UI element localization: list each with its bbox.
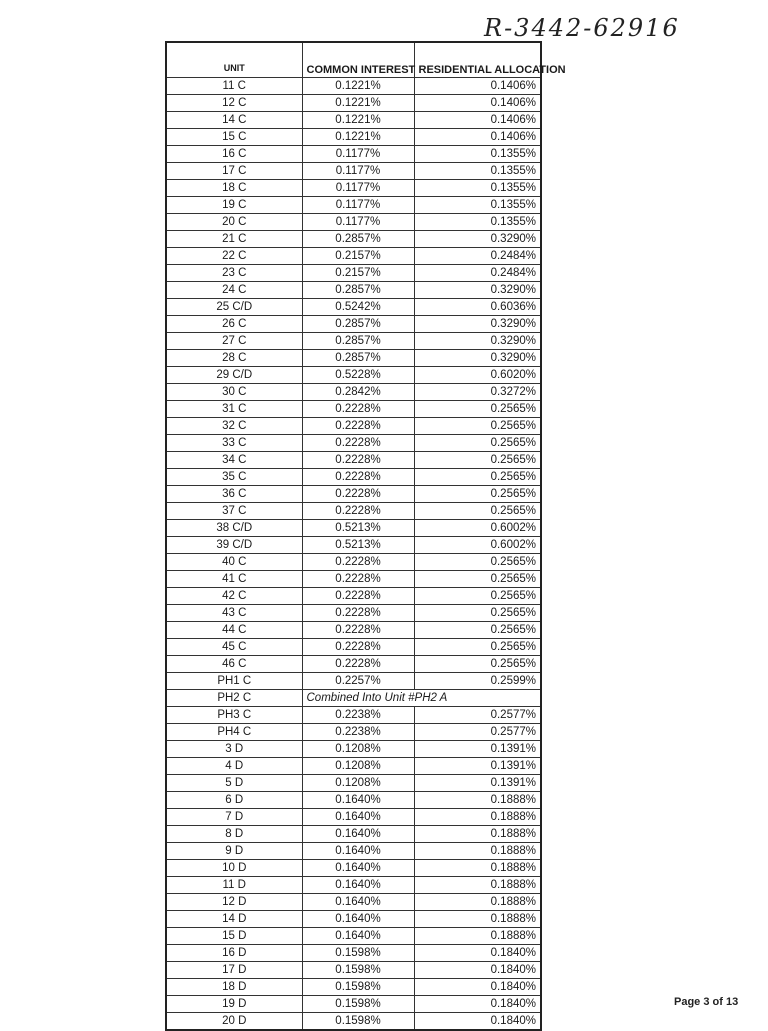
residential-allocation-cell: 0.2565%	[414, 401, 541, 418]
unit-cell: 27 C	[166, 333, 302, 350]
table-row	[166, 996, 541, 1013]
common-interest-cell: 0.1640%	[302, 792, 414, 809]
table-row	[166, 911, 541, 928]
table-row	[166, 197, 541, 214]
table-row	[166, 894, 541, 911]
residential-allocation-cell: 0.6002%	[414, 537, 541, 554]
table-row	[166, 163, 541, 180]
table-row	[166, 979, 541, 996]
unit-cell: 16 C	[166, 146, 302, 163]
residential-allocation-cell: 0.2565%	[414, 486, 541, 503]
unit-cell: 16 D	[166, 945, 302, 962]
table-row	[166, 95, 541, 112]
residential-allocation-cell: 0.1840%	[414, 1013, 541, 1031]
common-interest-cell: 0.1640%	[302, 860, 414, 877]
common-interest-cell: 0.2228%	[302, 435, 414, 452]
unit-cell: 46 C	[166, 656, 302, 673]
unit-cell: 26 C	[166, 316, 302, 333]
unit-cell: 18 C	[166, 180, 302, 197]
common-interest-cell: 0.2228%	[302, 622, 414, 639]
common-interest-cell: 0.2157%	[302, 265, 414, 282]
unit-cell: 22 C	[166, 248, 302, 265]
unit-cell: 11 D	[166, 877, 302, 894]
common-interest-cell: 0.2257%	[302, 673, 414, 690]
residential-allocation-cell: 0.1406%	[414, 95, 541, 112]
residential-allocation-cell: 0.2565%	[414, 469, 541, 486]
unit-cell: 41 C	[166, 571, 302, 588]
unit-cell: 18 D	[166, 979, 302, 996]
unit-cell: 33 C	[166, 435, 302, 452]
common-interest-cell: 0.1640%	[302, 911, 414, 928]
table-row	[166, 78, 541, 95]
unit-cell: 34 C	[166, 452, 302, 469]
table-row	[166, 554, 541, 571]
unit-cell: 5 D	[166, 775, 302, 792]
table-row	[166, 588, 541, 605]
residential-allocation-cell: 0.1840%	[414, 979, 541, 996]
residential-allocation-cell: 0.2565%	[414, 588, 541, 605]
unit-cell: 45 C	[166, 639, 302, 656]
residential-allocation-cell: 0.2565%	[414, 571, 541, 588]
common-interest-cell: 0.2228%	[302, 605, 414, 622]
table-row	[166, 1013, 541, 1031]
table-row	[166, 333, 541, 350]
unit-cell: 38 C/D	[166, 520, 302, 537]
unit-cell: 29 C/D	[166, 367, 302, 384]
table-row	[166, 231, 541, 248]
table-row	[166, 826, 541, 843]
table-row	[166, 299, 541, 316]
common-interest-cell: 0.1598%	[302, 962, 414, 979]
unit-cell: 42 C	[166, 588, 302, 605]
residential-allocation-cell: 0.1355%	[414, 197, 541, 214]
common-interest-cell: 0.1640%	[302, 877, 414, 894]
residential-allocation-cell: 0.2565%	[414, 503, 541, 520]
table-row	[166, 214, 541, 231]
table-row	[166, 758, 541, 775]
common-interest-cell: 0.2228%	[302, 588, 414, 605]
unit-cell: 15 C	[166, 129, 302, 146]
table-row	[166, 809, 541, 826]
residential-allocation-cell: 0.3272%	[414, 384, 541, 401]
residential-allocation-cell: 0.1406%	[414, 78, 541, 95]
residential-allocation-cell: 0.1391%	[414, 758, 541, 775]
residential-allocation-cell: 0.1355%	[414, 214, 541, 231]
common-interest-cell: 0.1221%	[302, 95, 414, 112]
residential-allocation-cell: 0.1888%	[414, 894, 541, 911]
table-row	[166, 673, 541, 690]
unit-cell: 17 C	[166, 163, 302, 180]
common-interest-cell: 0.5242%	[302, 299, 414, 316]
residential-allocation-cell: 0.6036%	[414, 299, 541, 316]
note-cell: Combined Into Unit #PH2 A	[302, 690, 541, 707]
common-interest-cell: 0.1640%	[302, 826, 414, 843]
residential-allocation-cell: 0.3290%	[414, 231, 541, 248]
common-interest-cell: 0.1208%	[302, 741, 414, 758]
unit-cell: 15 D	[166, 928, 302, 945]
common-interest-cell: 0.5213%	[302, 520, 414, 537]
table-row	[166, 112, 541, 129]
unit-cell: 8 D	[166, 826, 302, 843]
residential-allocation-cell: 0.1840%	[414, 962, 541, 979]
table-row	[166, 605, 541, 622]
table-row	[166, 928, 541, 945]
residential-allocation-cell: 0.2565%	[414, 435, 541, 452]
table-row	[166, 350, 541, 367]
table-row	[166, 639, 541, 656]
residential-allocation-cell: 0.1406%	[414, 129, 541, 146]
common-interest-cell: 0.1640%	[302, 809, 414, 826]
table-row	[166, 962, 541, 979]
residential-allocation-cell: 0.2599%	[414, 673, 541, 690]
unit-cell: 37 C	[166, 503, 302, 520]
common-interest-cell: 0.2857%	[302, 350, 414, 367]
unit-cell: 20 C	[166, 214, 302, 231]
common-interest-cell: 0.2157%	[302, 248, 414, 265]
unit-cell: 12 D	[166, 894, 302, 911]
unit-cell: 10 D	[166, 860, 302, 877]
residential-allocation-cell: 0.1888%	[414, 809, 541, 826]
common-interest-cell: 0.2228%	[302, 503, 414, 520]
table-row	[166, 418, 541, 435]
unit-cell: 39 C/D	[166, 537, 302, 554]
common-interest-cell: 0.1177%	[302, 163, 414, 180]
residential-allocation-cell: 0.2565%	[414, 656, 541, 673]
unit-cell: 25 C/D	[166, 299, 302, 316]
common-interest-cell: 0.2238%	[302, 707, 414, 724]
common-interest-cell: 0.1221%	[302, 112, 414, 129]
common-interest-cell: 0.1640%	[302, 928, 414, 945]
unit-cell: 14 C	[166, 112, 302, 129]
table-row	[166, 537, 541, 554]
column-header-common-interest: COMMON INTEREST	[302, 42, 414, 78]
table-row	[166, 248, 541, 265]
common-interest-cell: 0.2228%	[302, 639, 414, 656]
table-row	[166, 469, 541, 486]
residential-allocation-cell: 0.2565%	[414, 622, 541, 639]
unit-cell: 20 D	[166, 1013, 302, 1031]
unit-cell: 12 C	[166, 95, 302, 112]
common-interest-cell: 0.2228%	[302, 401, 414, 418]
table-row	[166, 724, 541, 741]
common-interest-cell: 0.1598%	[302, 945, 414, 962]
table-row	[166, 622, 541, 639]
unit-cell: 17 D	[166, 962, 302, 979]
unit-cell: 11 C	[166, 78, 302, 95]
residential-allocation-cell: 0.6002%	[414, 520, 541, 537]
unit-cell: 9 D	[166, 843, 302, 860]
unit-cell: 3 D	[166, 741, 302, 758]
table-row	[166, 401, 541, 418]
unit-cell: PH3 C	[166, 707, 302, 724]
residential-allocation-cell: 0.1355%	[414, 180, 541, 197]
table-row	[166, 265, 541, 282]
residential-allocation-cell: 0.1355%	[414, 146, 541, 163]
table-row	[166, 316, 541, 333]
residential-allocation-cell: 0.1840%	[414, 945, 541, 962]
residential-allocation-cell: 0.2565%	[414, 452, 541, 469]
common-interest-cell: 0.2228%	[302, 554, 414, 571]
residential-allocation-cell: 0.3290%	[414, 282, 541, 299]
unit-cell: 19 C	[166, 197, 302, 214]
residential-allocation-cell: 0.2565%	[414, 418, 541, 435]
common-interest-cell: 0.1177%	[302, 146, 414, 163]
table-row	[166, 792, 541, 809]
unit-cell: 28 C	[166, 350, 302, 367]
residential-allocation-cell: 0.2565%	[414, 605, 541, 622]
table-row	[166, 486, 541, 503]
unit-cell: 44 C	[166, 622, 302, 639]
table-row	[166, 690, 541, 707]
table-row	[166, 945, 541, 962]
table-row	[166, 503, 541, 520]
table-row	[166, 707, 541, 724]
common-interest-cell: 0.1640%	[302, 894, 414, 911]
common-interest-cell: 0.2842%	[302, 384, 414, 401]
table-row	[166, 656, 541, 673]
unit-cell: 7 D	[166, 809, 302, 826]
table-row	[166, 741, 541, 758]
common-interest-cell: 0.1221%	[302, 129, 414, 146]
residential-allocation-cell: 0.1355%	[414, 163, 541, 180]
table-row	[166, 435, 541, 452]
table-row	[166, 860, 541, 877]
common-interest-cell: 0.1177%	[302, 214, 414, 231]
common-interest-cell: 0.2228%	[302, 571, 414, 588]
unit-cell: 4 D	[166, 758, 302, 775]
table-body	[166, 78, 541, 1031]
common-interest-cell: 0.2228%	[302, 452, 414, 469]
common-interest-cell: 0.2857%	[302, 231, 414, 248]
table-row	[166, 775, 541, 792]
unit-cell: 23 C	[166, 265, 302, 282]
unit-cell: 43 C	[166, 605, 302, 622]
common-interest-cell: 0.5228%	[302, 367, 414, 384]
column-header-unit: UNIT	[166, 42, 302, 78]
common-interest-cell: 0.2228%	[302, 418, 414, 435]
table-row	[166, 877, 541, 894]
table-header-row	[166, 42, 541, 78]
table-row	[166, 180, 541, 197]
table-row	[166, 843, 541, 860]
residential-allocation-cell: 0.1888%	[414, 826, 541, 843]
residential-allocation-cell: 0.1888%	[414, 877, 541, 894]
common-interest-cell: 0.1598%	[302, 979, 414, 996]
residential-allocation-cell: 0.2577%	[414, 724, 541, 741]
residential-allocation-cell: 0.2565%	[414, 639, 541, 656]
common-interest-cell: 0.2857%	[302, 333, 414, 350]
common-interest-cell: 0.1208%	[302, 758, 414, 775]
table-row	[166, 146, 541, 163]
residential-allocation-cell: 0.3290%	[414, 316, 541, 333]
residential-allocation-cell: 0.1888%	[414, 911, 541, 928]
common-interest-cell: 0.5213%	[302, 537, 414, 554]
page-number: Page 3 of 13	[674, 996, 739, 1008]
residential-allocation-cell: 0.3290%	[414, 350, 541, 367]
table-row	[166, 129, 541, 146]
residential-allocation-cell: 0.1888%	[414, 860, 541, 877]
common-interest-cell: 0.2238%	[302, 724, 414, 741]
common-interest-cell: 0.2228%	[302, 486, 414, 503]
residential-allocation-cell: 0.1888%	[414, 792, 541, 809]
unit-cell: 6 D	[166, 792, 302, 809]
common-interest-cell: 0.1177%	[302, 197, 414, 214]
common-interest-cell: 0.1221%	[302, 78, 414, 95]
common-interest-cell: 0.1177%	[302, 180, 414, 197]
unit-cell: 32 C	[166, 418, 302, 435]
unit-cell: 21 C	[166, 231, 302, 248]
common-interest-cell: 0.2857%	[302, 282, 414, 299]
table-row	[166, 384, 541, 401]
unit-cell: PH2 C	[166, 690, 302, 707]
common-interest-cell: 0.1598%	[302, 996, 414, 1013]
common-interest-cell: 0.2857%	[302, 316, 414, 333]
residential-allocation-cell: 0.1888%	[414, 843, 541, 860]
unit-cell: PH4 C	[166, 724, 302, 741]
unit-cell: 24 C	[166, 282, 302, 299]
residential-allocation-cell: 0.1840%	[414, 996, 541, 1013]
residential-allocation-cell: 0.6020%	[414, 367, 541, 384]
unit-cell: PH1 C	[166, 673, 302, 690]
residential-allocation-cell: 0.1406%	[414, 112, 541, 129]
unit-cell: 40 C	[166, 554, 302, 571]
common-interest-cell: 0.2228%	[302, 469, 414, 486]
handwritten-reference-number: R-3442-62916	[484, 14, 680, 42]
unit-cell: 14 D	[166, 911, 302, 928]
residential-allocation-cell: 0.2565%	[414, 554, 541, 571]
table-row	[166, 367, 541, 384]
column-header-residential-allocation: RESIDENTIAL ALLOCATION	[414, 42, 541, 78]
unit-cell: 19 D	[166, 996, 302, 1013]
residential-allocation-cell: 0.2484%	[414, 265, 541, 282]
common-interest-cell: 0.1598%	[302, 1013, 414, 1031]
residential-allocation-cell: 0.1888%	[414, 928, 541, 945]
table-row	[166, 452, 541, 469]
residential-allocation-cell: 0.2577%	[414, 707, 541, 724]
table-row	[166, 282, 541, 299]
allocation-table	[165, 41, 566, 1031]
common-interest-cell: 0.1640%	[302, 843, 414, 860]
common-interest-cell: 0.1208%	[302, 775, 414, 792]
residential-allocation-cell: 0.1391%	[414, 741, 541, 758]
table-row	[166, 520, 541, 537]
residential-allocation-cell: 0.2484%	[414, 248, 541, 265]
residential-allocation-cell: 0.1391%	[414, 775, 541, 792]
unit-cell: 30 C	[166, 384, 302, 401]
unit-cell: 36 C	[166, 486, 302, 503]
residential-allocation-cell: 0.3290%	[414, 333, 541, 350]
unit-cell: 31 C	[166, 401, 302, 418]
unit-cell: 35 C	[166, 469, 302, 486]
common-interest-cell: 0.2228%	[302, 656, 414, 673]
table-row	[166, 571, 541, 588]
